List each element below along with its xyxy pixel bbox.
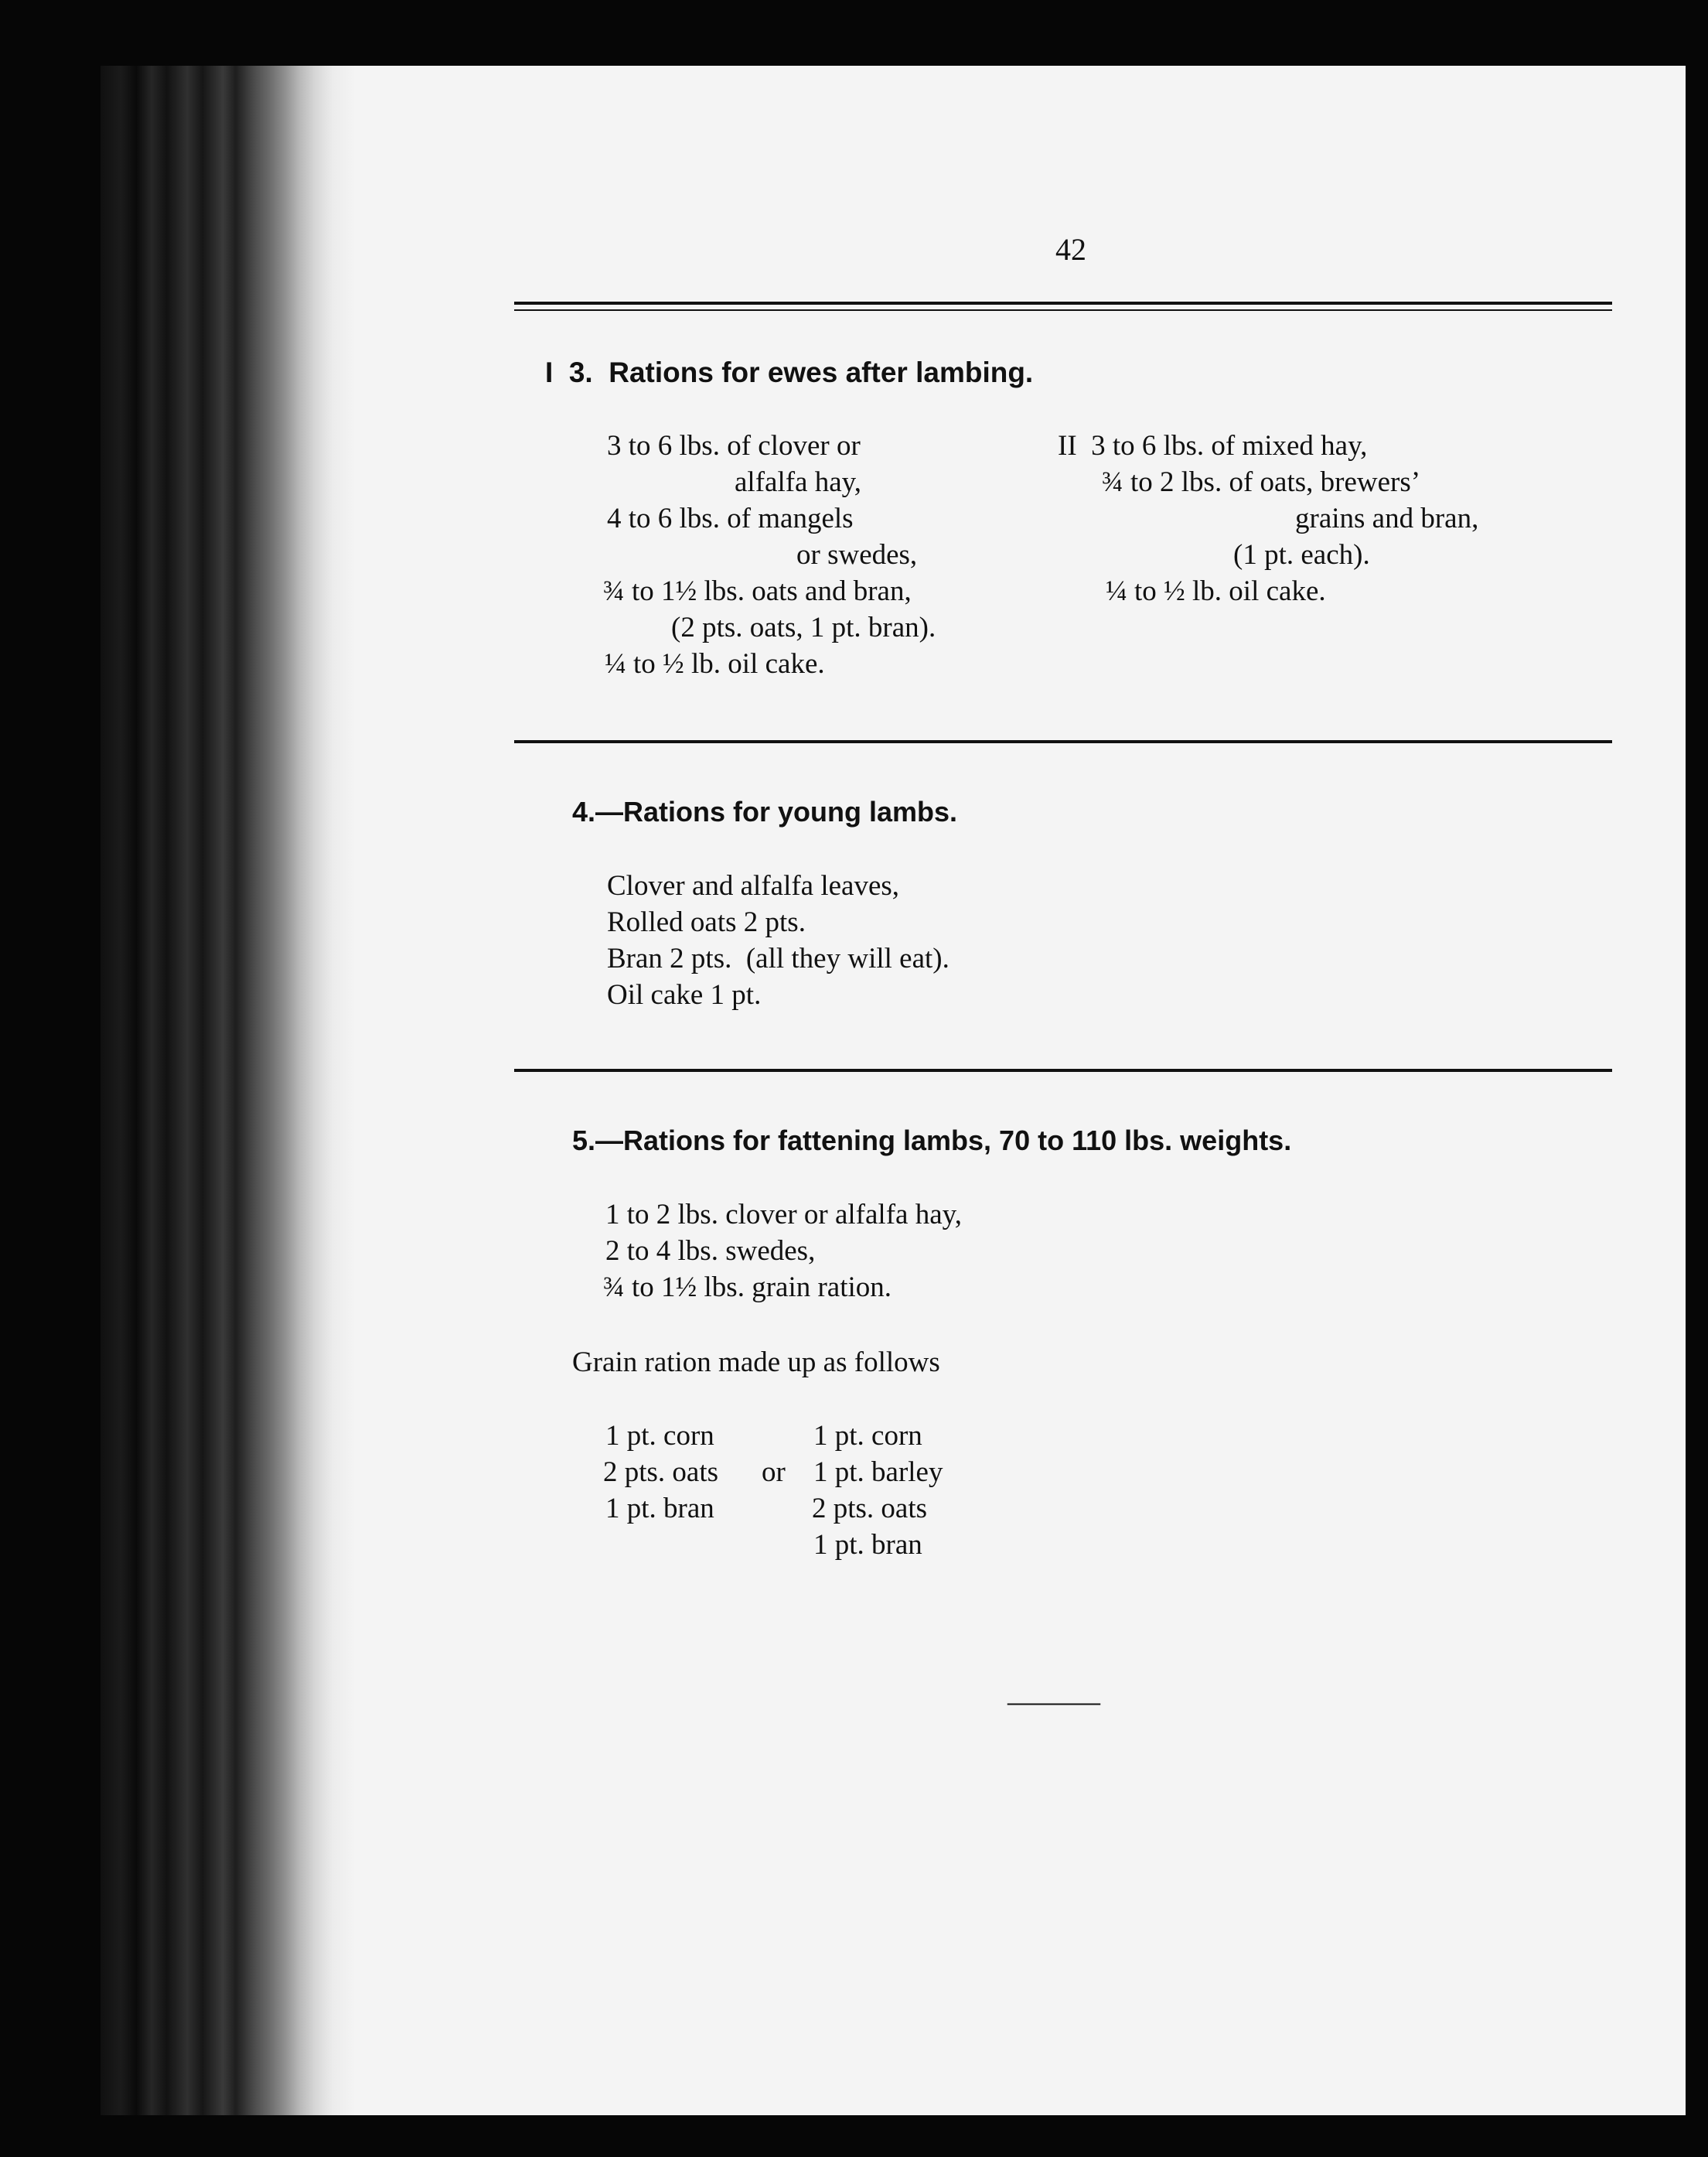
top-rule-2 xyxy=(514,309,1612,311)
end-mark: ——— xyxy=(1007,1684,1100,1718)
section3-heading: I 3. Rations for ewes after lambing. xyxy=(545,357,1034,388)
s3-col1-line-7: ¼ to ½ lb. oil cake. xyxy=(605,648,825,680)
section5-heading: 5.—Rations for fattening lambs, 70 to 110 lbs. weights. xyxy=(572,1125,1292,1156)
section4-heading: 4.—Rations for young lambs. xyxy=(572,796,958,828)
s4-line-4: Oil cake 1 pt. xyxy=(607,979,762,1011)
s5-line-2: 2 to 4 lbs. swedes, xyxy=(605,1235,816,1267)
grain-a-line-1: 1 pt. corn xyxy=(605,1420,714,1452)
grain-b-line-3: 2 pts. oats xyxy=(812,1493,928,1524)
s3-col1-line-5: ¾ to 1½ lbs. oats and bran, xyxy=(603,575,912,607)
s3-col2-line-4: (1 pt. each). xyxy=(1233,539,1370,571)
s3-col2-line-2: ¾ to 2 lbs. of oats, brewers’ xyxy=(1102,466,1421,498)
rule-after-section4 xyxy=(514,1069,1612,1072)
s5-line-1: 1 to 2 lbs. clover or alfalfa hay, xyxy=(605,1199,962,1230)
s3-col2-line-5: ¼ to ½ lb. oil cake. xyxy=(1106,575,1326,607)
s4-line-3: Bran 2 pts. (all they will eat). xyxy=(607,943,949,974)
s3-col2-line-3: grains and bran, xyxy=(1295,503,1479,534)
s3-col1-line-3: 4 to 6 lbs. of mangels xyxy=(607,503,854,534)
s3-col1-line-1: 3 to 6 lbs. of clover or xyxy=(607,430,861,462)
s3-col1-line-6: (2 pts. oats, 1 pt. bran). xyxy=(671,612,936,643)
s3-col1-line-2: alfalfa hay, xyxy=(735,466,861,498)
s3-col1-line-4: or swedes, xyxy=(796,539,918,571)
top-rule-1 xyxy=(514,302,1612,305)
grain-b-line-2: 1 pt. barley xyxy=(813,1456,943,1488)
grain-b-line-4: 1 pt. bran xyxy=(813,1529,922,1561)
page xyxy=(356,66,1686,2115)
s4-line-1: Clover and alfalfa leaves, xyxy=(607,870,900,902)
s5-line-3: ¾ to 1½ lbs. grain ration. xyxy=(603,1271,892,1303)
rule-after-section3 xyxy=(514,740,1612,743)
grain-b-line-1: 1 pt. corn xyxy=(813,1420,922,1452)
s4-line-2: Rolled oats 2 pts. xyxy=(607,906,806,938)
book-spine-edge xyxy=(101,66,356,2115)
s3-col2-line-1: II 3 to 6 lbs. of mixed hay, xyxy=(1058,430,1368,462)
grain-a-line-3: 1 pt. bran xyxy=(605,1493,714,1524)
page-number: 42 xyxy=(1055,232,1086,267)
grain-intro: Grain ration made up as follows xyxy=(572,1346,940,1378)
grain-a-line-2: 2 pts. oats xyxy=(603,1456,719,1488)
or-word: or xyxy=(762,1456,786,1488)
